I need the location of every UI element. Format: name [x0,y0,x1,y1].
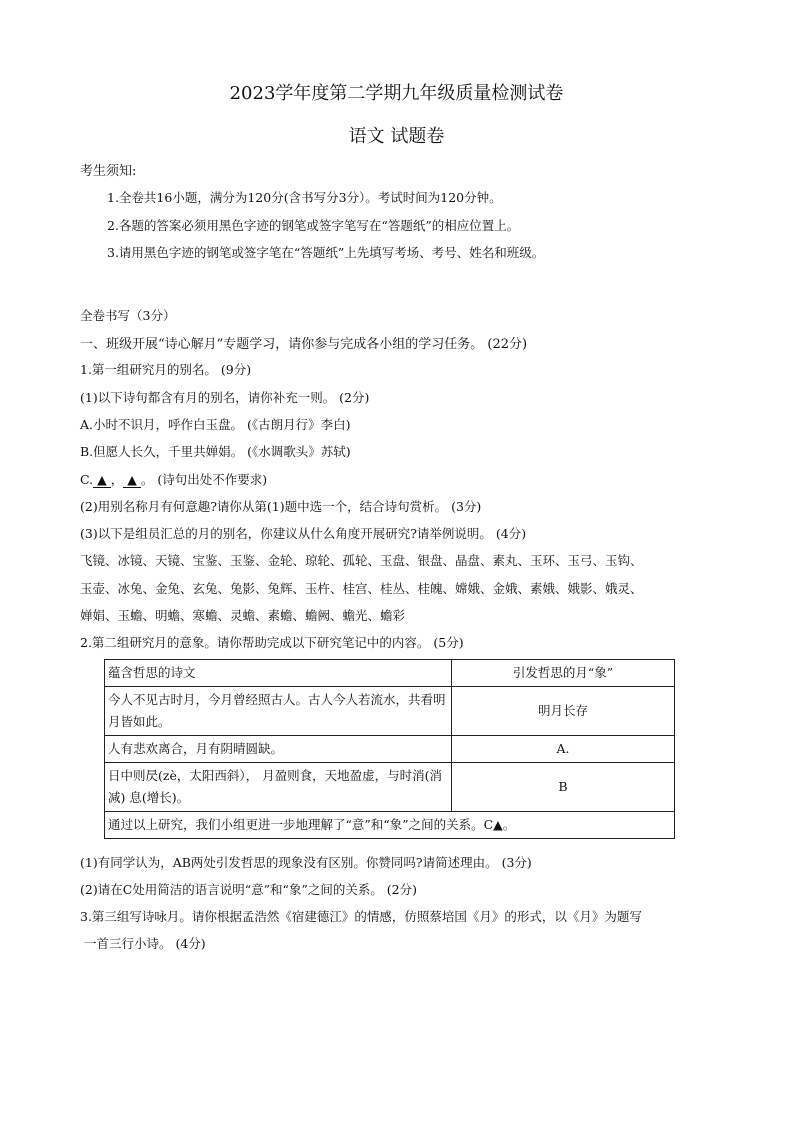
table-cell-answer-b[interactable]: B [452,763,675,812]
question-2-1: (1)有同学认为，AB两处引发哲思的现象没有区别。你赞同吗?请简述理由。 (3分) [80,855,532,870]
moon-names-line-1: 飞镜、冰镜、天镜、宝鉴、玉鉴、金轮、琼轮、孤轮、玉盘、银盘、晶盘、素丸、玉环、玉弓、玉钩、 [80,553,643,568]
option-c-prefix: C. [80,472,94,487]
question-1-1: (1)以下诗句都含有月的别名，请你补充一则。 (2分) [80,390,370,405]
writing-score-note: 全卷书写（3分） [80,308,176,323]
option-c-suffix: 。 (诗句出处不作要求) [140,472,268,487]
notice-item-2: 2.各题的答案必须用黑色字迹的钢笔或签字笔写在“答题纸”的相应位置上。 [107,218,520,233]
moon-names-line-2: 玉壶、冰兔、金兔、玄兔、兔影、兔辉、玉杵、桂宫、桂丛、桂魄、嫦娥、金娥、素娥、娥影、娥灵、 [80,581,643,596]
question-1-3: (3)以下是组员汇总的月的别名，你建议从什么角度开展研究?请举例说明。 (4分) [80,526,527,541]
option-c-separator: ， [110,472,124,487]
research-notes-table [104,659,675,839]
table-cell-poem: 日中则昃(zè，太阳西斜）， 月盈则食，天地盈虚，与时消(消减) 息(增长)。 [105,763,452,812]
table-cell-answer-a[interactable]: A. [452,736,675,763]
table-row [105,763,675,812]
table-cell-image: 明月长存 [452,687,675,736]
question-3-line-1: 3.第三组写诗咏月。请你根据孟浩然《宿建德江》的情感，仿照蔡培国《月》的形式，以《月》为题写 [80,909,642,924]
table-footer-row [105,812,675,839]
moon-names-line-3: 婵娟、玉蟾、明蟾、寒蟾、灵蟾、素蟾、蟾阙、蟾光、蟾彩 [80,608,406,623]
table-row [105,687,675,736]
question-2: 2.第二组研究月的意象。请你帮助完成以下研究笔记中的内容。 (5分) [80,635,464,650]
question-1-1-option-a: A.小时不识月，呼作白玉盘。 (《古朗月行》李白) [80,417,351,432]
answer-blank-1[interactable]: ▲ [93,472,111,488]
table-row [105,736,675,763]
question-1-2: (2)用别名称月有何意趣?请你从第(1)题中选一个，结合诗句赏析。 (3分) [80,499,482,514]
notice-item-3: 3.请用黑色字迹的钢笔或签字笔在“答题纸”上先填写考场、考号、姓名和班级。 [107,245,545,260]
notice-item-1: 1.全卷共16小题，满分为120分(含书写分3分）。考试时间为120分钟。 [107,190,502,205]
table-header-poem: 蕴含哲思的诗文 [105,660,452,687]
exam-title: 2023学年度第二学期九年级质量检测试卷 [229,83,564,104]
table-footer-conclusion: 通过以上研究，我们小组更进一步地理解了“意”和“象”之间的关系。C▲。 [105,812,675,839]
table-header-row [105,660,675,687]
table-header-image: 引发哲思的月“象” [452,660,675,687]
question-1-1-option-b: B.但愿人长久，千里共婵娟。 (《水调歌头》苏轼) [80,444,351,459]
answer-blank-2[interactable]: ▲ [123,472,141,488]
notice-heading: 考生须知: [80,164,137,179]
section-1-heading: 一、班级开展“诗心解月”专题学习，请你参与完成各小组的学习任务。 (22分) [80,337,528,352]
exam-subtitle: 语文 试题卷 [348,126,445,147]
question-2-2: (2)请在C处用简洁的语言说明“意”和“象”之间的关系。 (2分) [80,882,418,897]
question-1: 1.第一组研究月的别名。 (9分) [80,362,252,377]
table-cell-poem: 人有悲欢离合，月有阴晴圆缺。 [105,736,452,763]
question-1-1-option-c [80,470,267,488]
table-cell-poem: 今人不见古时月，今月曾经照古人。古人今人若流水，共看明月皆如此。 [105,687,452,736]
question-3-line-2: 一首三行小诗。 (4分) [84,936,206,951]
